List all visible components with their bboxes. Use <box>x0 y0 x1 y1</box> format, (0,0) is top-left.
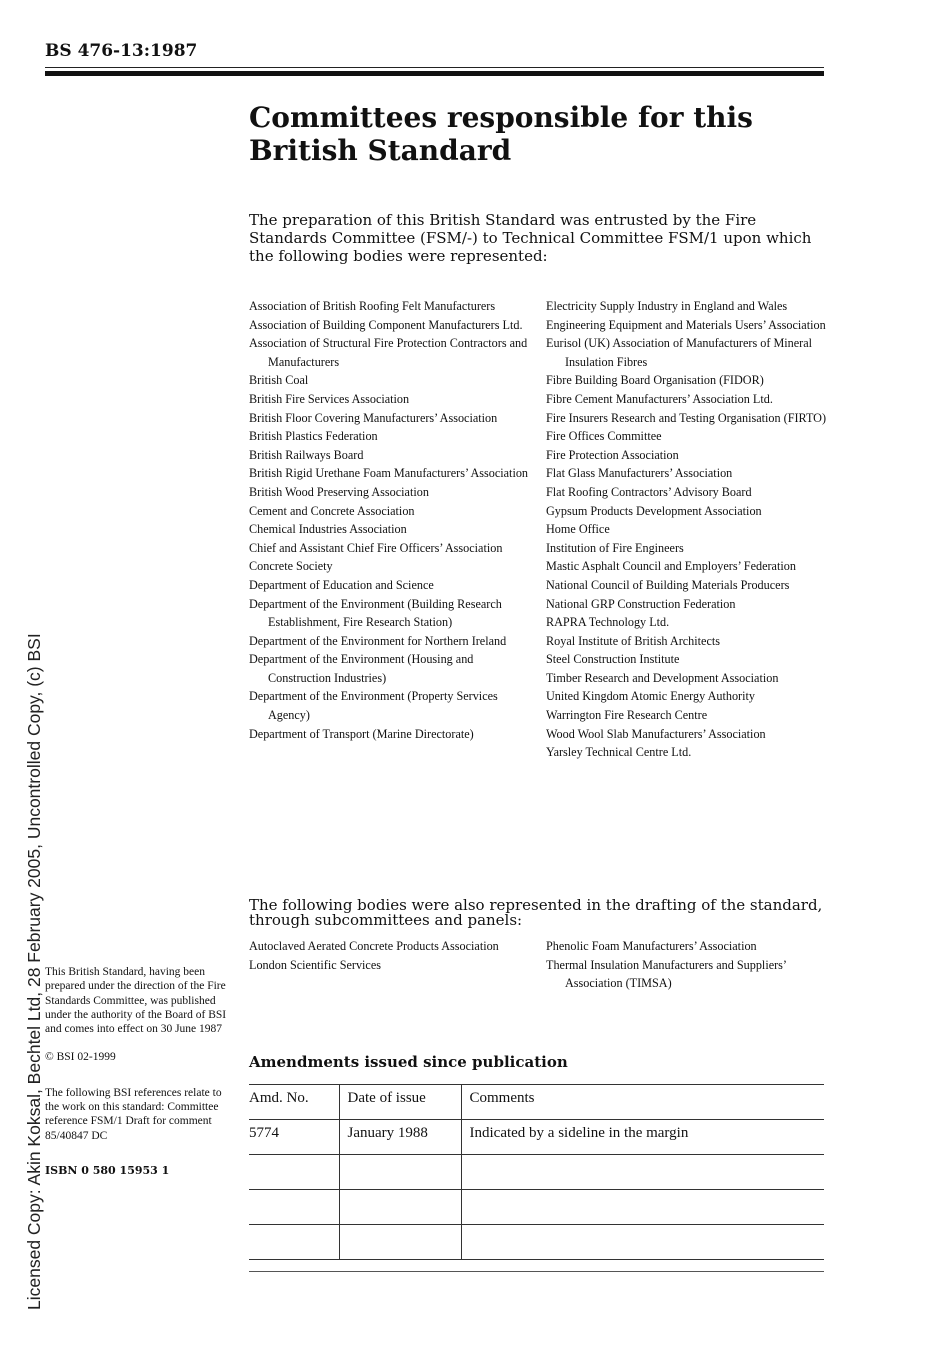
organisation-entry: Gypsum Products Development Association <box>546 503 762 518</box>
organisation-entry: Timber Research and Development Association <box>546 670 779 685</box>
table-cell <box>339 1190 461 1225</box>
organisation-entry: Cement and Concrete Association <box>249 503 415 518</box>
organisation-entry: United Kingdom Atomic Energy Authority <box>546 689 755 704</box>
organisation-entry: British Floor Covering Manufacturers’ Association <box>249 410 498 425</box>
table-row <box>249 1120 824 1155</box>
table-row <box>249 1190 824 1225</box>
organisation-entry: Fire Protection Association <box>546 447 679 462</box>
organisation-entry: Fire Offices Committee <box>546 429 662 444</box>
organisation-entry: Thermal Insulation Manufacturers and Suppliers’ Association (TIMSA) <box>546 957 787 991</box>
organisation-entry: Institution of Fire Engineers <box>546 540 684 555</box>
organisation-entry: British Wood Preserving Association <box>249 484 429 499</box>
organisation-entry: Steel Construction Institute <box>546 652 680 667</box>
amendments-heading: Amendments issued since publication <box>249 1053 568 1071</box>
document-code: BS 476-13:1987 <box>45 41 198 61</box>
table-cell <box>461 1155 824 1190</box>
member-list-left <box>249 297 534 743</box>
header-thick-rule <box>45 71 824 76</box>
table-cell: Indicated by a sideline in the margin <box>461 1120 824 1155</box>
table-cell <box>249 1155 339 1190</box>
organisation-entry: National GRP Construction Federation <box>546 596 736 611</box>
table-row <box>249 1155 824 1190</box>
organisation-entry: Association of Structural Fire Protection Contractors and Manufacturers <box>249 336 528 369</box>
organisation-entry: Flat Roofing Contractors’ Advisory Board <box>546 484 752 499</box>
also-list-left <box>249 937 534 974</box>
organisation-entry: Phenolic Foam Manufacturers’ Association <box>546 939 757 953</box>
organisation-entry: Concrete Society <box>249 559 333 574</box>
table-header-row <box>249 1085 824 1120</box>
organisation-entry: Fibre Cement Manufacturers’ Association Ltd. <box>546 391 773 406</box>
organisation-entry: Chemical Industries Association <box>249 522 407 537</box>
table-cell <box>249 1225 339 1260</box>
organisation-entry: Association of Building Component Manufacturers Ltd. <box>249 317 523 332</box>
organisation-entry: Engineering Equipment and Materials Users’ Association <box>546 317 826 332</box>
organisation-entry: Fibre Building Board Organisation (FIDOR) <box>546 373 764 388</box>
organisation-entry: Department of Transport (Marine Directorate) <box>249 726 474 741</box>
organisation-entry: London Scientific Services <box>249 957 381 972</box>
organisation-entry: Flat Glass Manufacturers’ Association <box>546 466 733 481</box>
bottom-rule <box>249 1271 824 1272</box>
organisation-entry: Department of Education and Science <box>249 577 434 592</box>
organisation-entry: Yarsley Technical Centre Ltd. <box>546 745 692 760</box>
table-row <box>249 1225 824 1260</box>
organisation-entry: Department of the Environment for Northern Ireland <box>249 633 507 648</box>
organisation-entry: British Plastics Federation <box>249 429 378 444</box>
also-list-right <box>546 937 836 993</box>
table-cell <box>249 1190 339 1225</box>
organisation-entry: Wood Wool Slab Manufacturers’ Association <box>546 726 766 741</box>
organisation-entry: British Railways Board <box>249 447 364 462</box>
organisation-entry: Association of British Roofing Felt Manufacturers <box>249 299 496 313</box>
organisation-entry: British Fire Services Association <box>249 391 410 406</box>
copyright-note: © BSI 02-1999 <box>45 1051 116 1064</box>
organisation-entry: Department of the Environment (Property Services Agency) <box>249 689 498 723</box>
intro-paragraph: The preparation of this British Standard was entrusted by the Fire Standards Committee (FSM/-) to Technical Committee FSM/1 upon which the following bodies were represented: <box>249 211 812 265</box>
bsi-references: The following BSI references relate to the work on this standard: Committee reference FSM/1 Draft for comment 85/40847 DC <box>45 1086 222 1142</box>
organisation-entry: Fire Insurers Research and Testing Organisation (FIRTO) <box>546 410 827 425</box>
column-header: Comments <box>461 1085 824 1120</box>
table-cell: 5774 <box>249 1120 339 1155</box>
table-cell: January 1988 <box>339 1120 461 1155</box>
organisation-entry: National Council of Building Materials Producers <box>546 577 790 592</box>
table-cell <box>461 1225 824 1260</box>
table-cell <box>461 1190 824 1225</box>
organisation-entry: Mastic Asphalt Council and Employers’ Federation <box>546 559 796 574</box>
member-list-right <box>546 297 836 762</box>
organisation-entry: Electricity Supply Industry in England and Wales <box>546 299 788 313</box>
organisation-entry: British Coal <box>249 373 309 388</box>
organisation-entry: RAPRA Technology Ltd. <box>546 615 670 630</box>
page-title: Committees responsible for this British Standard <box>249 101 753 167</box>
table-cell <box>339 1225 461 1260</box>
also-represented-paragraph: The following bodies were also represented in the drafting of the standard, through subcommittees and panels: <box>249 896 823 929</box>
organisation-entry: British Rigid Urethane Foam Manufacturers’ Association <box>249 466 529 481</box>
organisation-entry: Eurisol (UK) Association of Manufacturers of Mineral Insulation Fibres <box>546 336 813 369</box>
organisation-entry: Warrington Fire Research Centre <box>546 708 708 723</box>
organisation-entry: Department of the Environment (Housing and Construction Industries) <box>249 652 474 685</box>
header-thin-rule <box>45 67 824 68</box>
publication-note: This British Standard, having been prepared under the direction of the Fire Standards Committee, was published under the authority of the Board of BSI and comes into effect on 30 June 1987 <box>45 966 227 1036</box>
organisation-entry: Chief and Assistant Chief Fire Officers’ Association <box>249 540 503 555</box>
table-cell <box>339 1155 461 1190</box>
column-header: Amd. No. <box>249 1085 339 1120</box>
isbn: ISBN 0 580 15953 1 <box>45 1163 170 1177</box>
column-header: Date of issue <box>339 1085 461 1120</box>
organisation-entry: Home Office <box>546 522 610 537</box>
license-watermark: Licensed Copy: Akin Koksal, Bechtel Ltd, 28 February 2005, Uncontrolled Copy, (c) BSI <box>24 633 44 1310</box>
sidebar-notes <box>45 965 235 1178</box>
amendments-table <box>249 1084 824 1260</box>
organisation-entry: Royal Institute of British Architects <box>546 633 720 648</box>
organisation-entry: Autoclaved Aerated Concrete Products Association <box>249 939 499 953</box>
organisation-entry: Department of the Environment (Building Research Establishment, Fire Research Station) <box>249 596 502 630</box>
